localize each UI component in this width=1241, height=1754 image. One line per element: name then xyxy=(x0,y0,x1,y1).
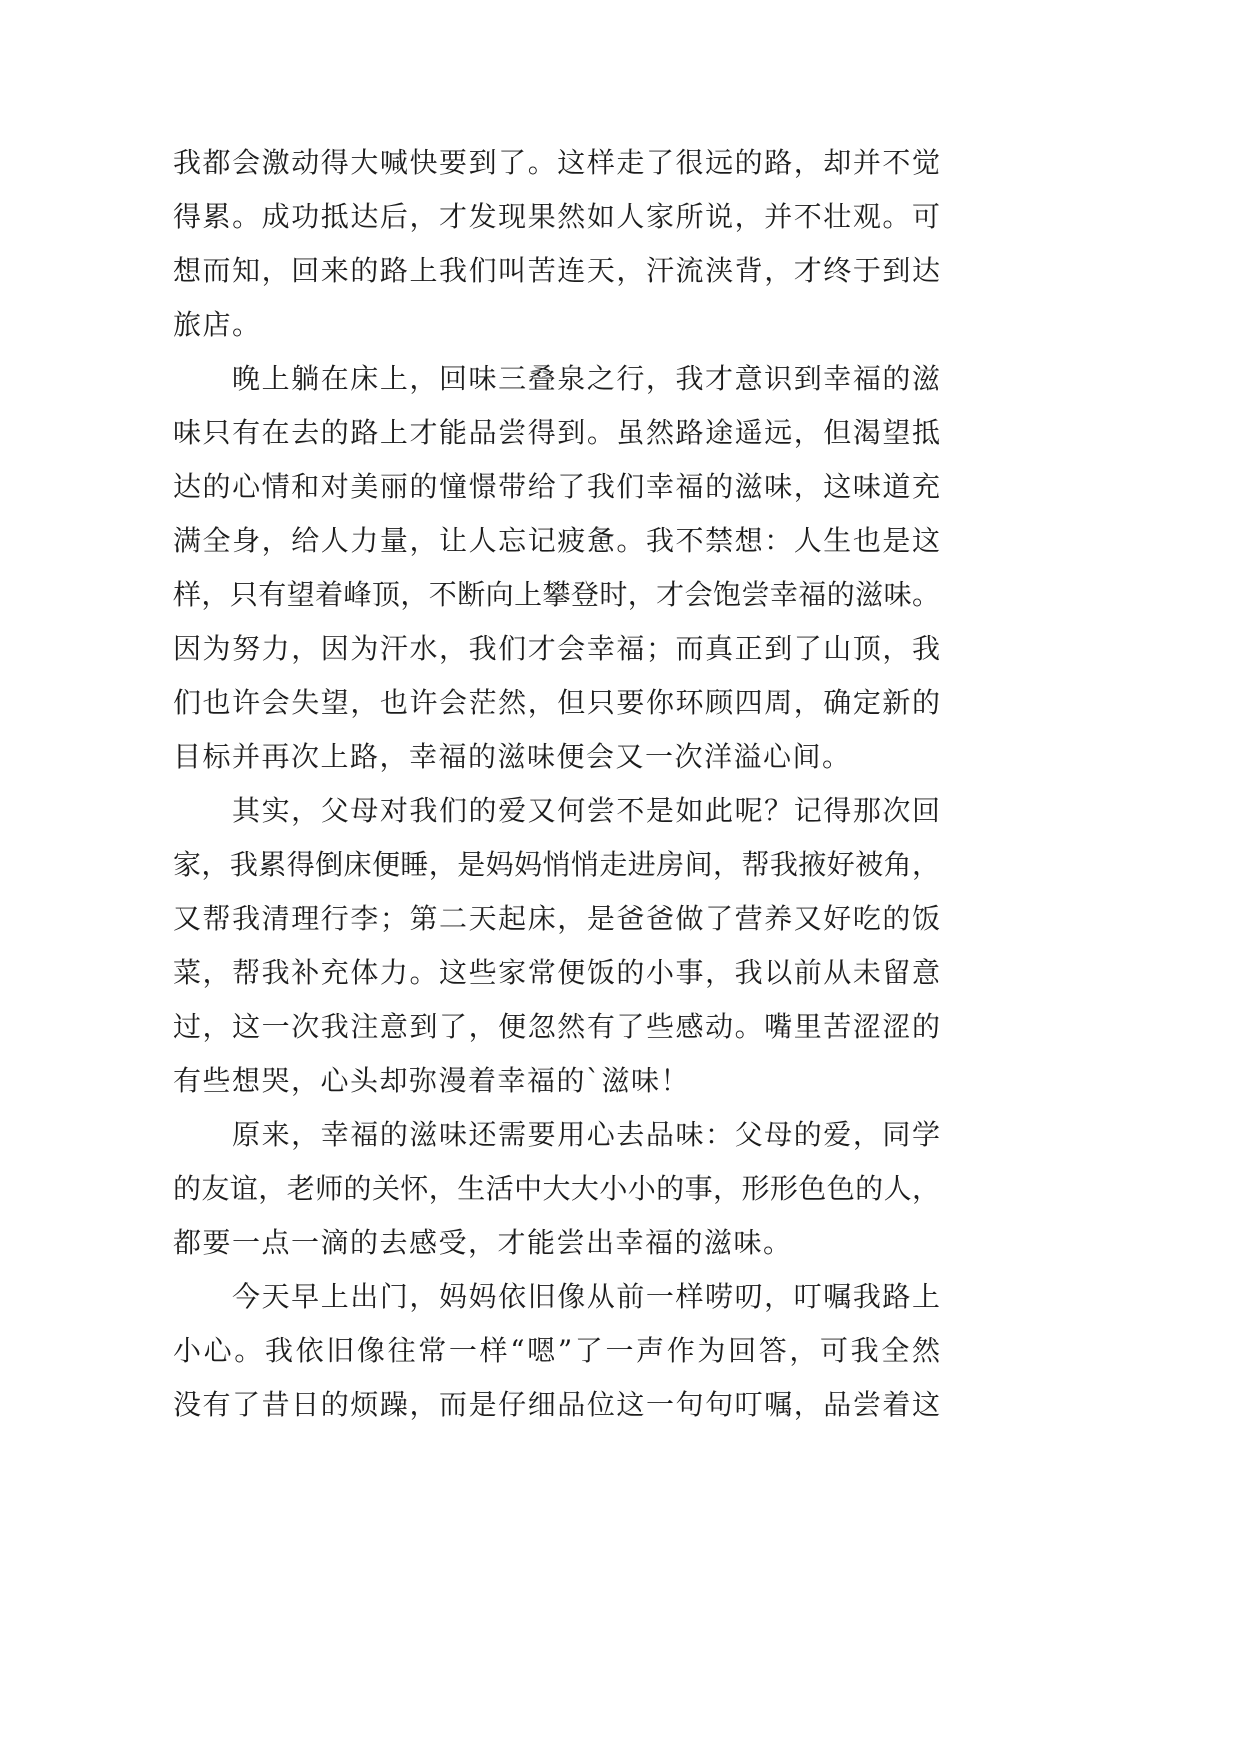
text-line: 们也许会失望，也许会茫然，但只要你环顾四周，确定新的 xyxy=(173,686,940,719)
text-line: 有些想哭，心头却弥漫着幸福的`滋味！ xyxy=(173,1064,691,1097)
paragraph xyxy=(173,136,940,352)
text-line: 菜，帮我补充体力。这些家常便饭的小事，我以前从未留意 xyxy=(173,956,940,989)
text-line: 过，这一次我注意到了，便忽然有了些感动。嘴里苦涩涩的 xyxy=(173,1010,940,1043)
paragraph xyxy=(173,1108,940,1270)
paragraph xyxy=(173,352,940,784)
text-line: 想而知，回来的路上我们叫苦连天，汗流浃背，才终于到达 xyxy=(173,254,940,287)
text-line: 旅店。 xyxy=(173,308,262,341)
text-line: 目标并再次上路，幸福的滋味便会又一次洋溢心间。 xyxy=(173,740,852,773)
text-line: 又帮我清理行李；第二天起床，是爸爸做了营养又好吃的饭 xyxy=(173,902,940,935)
text-line: 因为努力，因为汗水，我们才会幸福；而真正到了山顶，我 xyxy=(173,632,940,665)
text-line: 达的心情和对美丽的憧憬带给了我们幸福的滋味，这味道充 xyxy=(173,470,940,503)
text-line: 的友谊，老师的关怀，生活中大大小小的事，形形色色的人， xyxy=(173,1172,940,1205)
body-text xyxy=(173,136,940,1432)
text-line: 样，只有望着峰顶，不断向上攀登时，才会饱尝幸福的滋味。 xyxy=(173,578,940,611)
paragraph xyxy=(173,1270,940,1432)
text-line: 原来，幸福的滋味还需要用心去品味：父母的爱，同学 xyxy=(232,1118,940,1151)
text-line: 味只有在去的路上才能品尝得到。虽然路途遥远，但渴望抵 xyxy=(173,416,940,449)
paragraph xyxy=(173,784,940,1108)
text-line: 都要一点一滴的去感受，才能尝出幸福的滋味。 xyxy=(173,1226,793,1259)
text-line: 小心。我依旧像往常一样“嗯”了一声作为回答，可我全然 xyxy=(173,1334,940,1367)
text-line: 没有了昔日的烦躁，而是仔细品位这一句句叮嘱，品尝着这 xyxy=(173,1388,940,1421)
text-line: 晚上躺在床上，回味三叠泉之行，我才意识到幸福的滋 xyxy=(232,362,940,395)
text-line: 家，我累得倒床便睡，是妈妈悄悄走进房间，帮我掖好被角， xyxy=(173,848,940,881)
text-line: 我都会激动得大喊快要到了。这样走了很远的路，却并不觉 xyxy=(173,146,940,179)
text-line: 得累。成功抵达后，才发现果然如人家所说，并不壮观。可 xyxy=(173,200,940,233)
text-line: 其实，父母对我们的爱又何尝不是如此呢？记得那次回 xyxy=(232,794,940,827)
text-line: 今天早上出门，妈妈依旧像从前一样唠叨，叮嘱我路上 xyxy=(232,1280,940,1313)
text-line: 满全身，给人力量，让人忘记疲惫。我不禁想：人生也是这 xyxy=(173,524,940,557)
